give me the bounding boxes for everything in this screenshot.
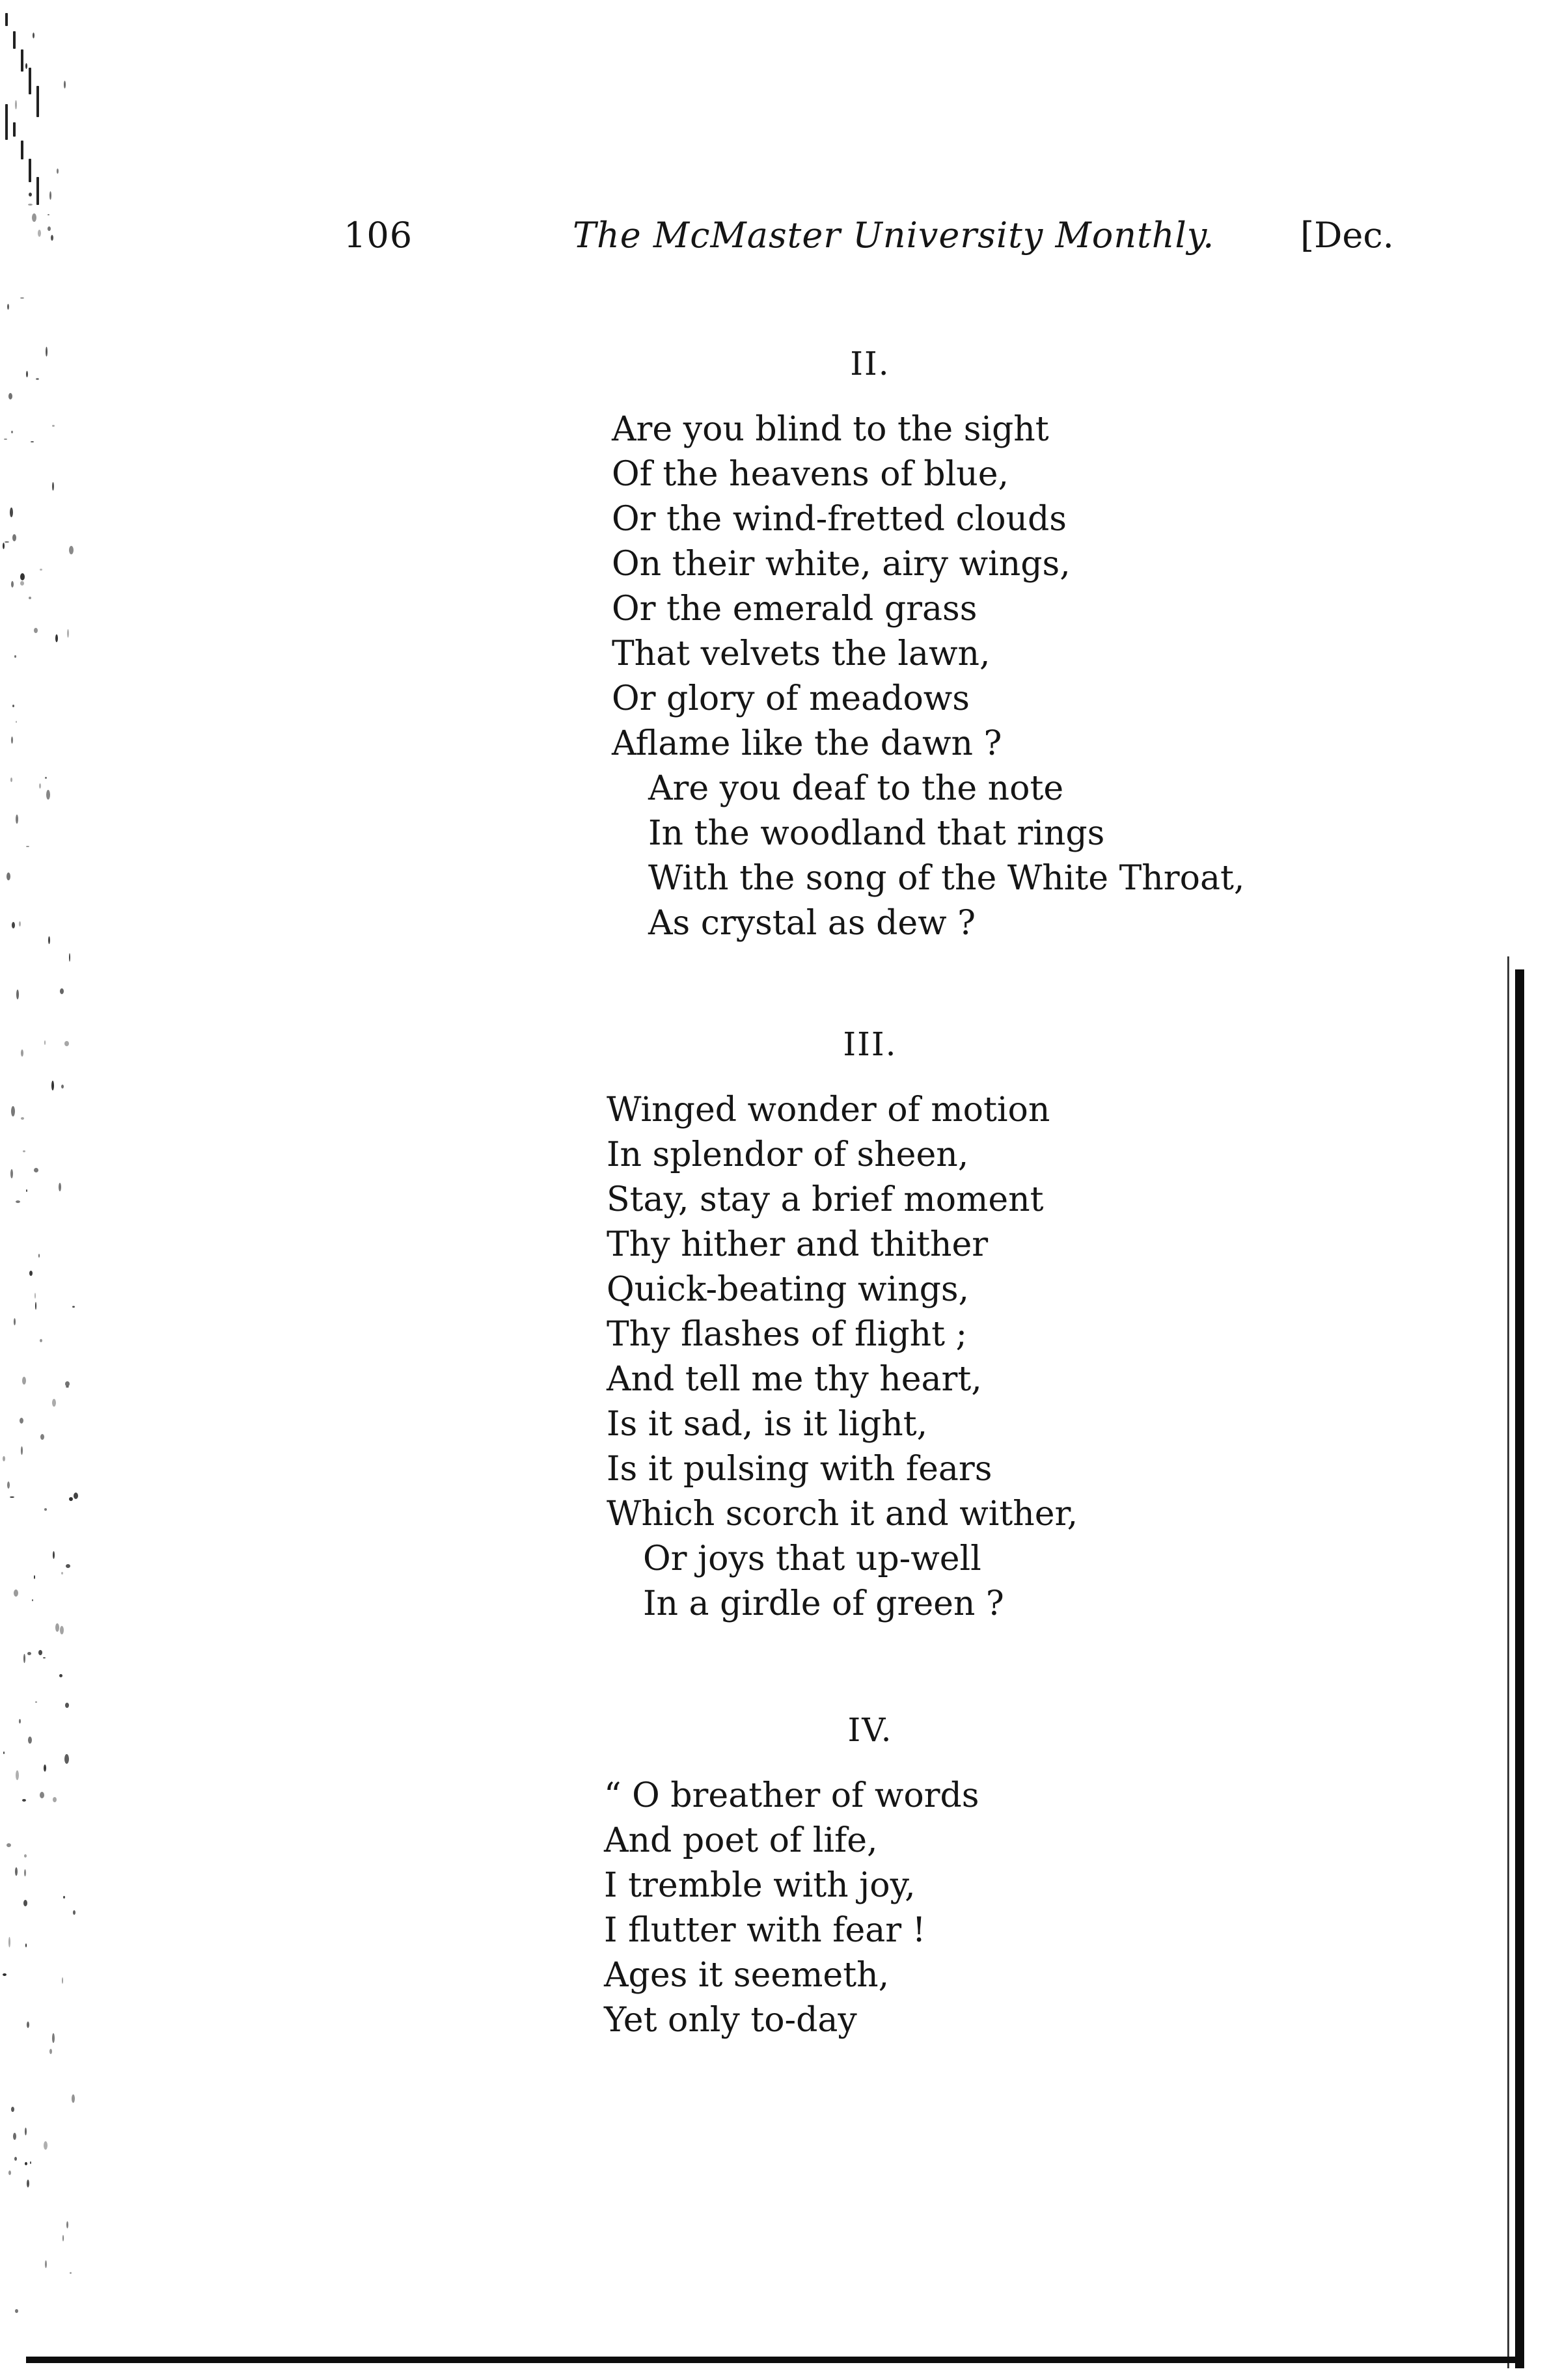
scan-speck (61, 1572, 63, 1575)
scan-speck (45, 2260, 47, 2268)
scan-speck (35, 1302, 36, 1310)
scan-speck (66, 1564, 70, 1568)
scan-speck (70, 2272, 72, 2274)
scan-speck (29, 193, 32, 196)
scan-speck (23, 1900, 27, 1906)
scan-speck (7, 1843, 11, 1847)
scan-speck (14, 1589, 18, 1597)
scan-speck (28, 204, 33, 206)
poem-line: And poet of life, (604, 1821, 878, 1860)
scan-speck (8, 393, 12, 399)
poem-line: With the song of the White Throat, (648, 859, 1245, 898)
scan-speck (29, 1271, 33, 1276)
issue-month: [Dec. (1300, 215, 1394, 256)
poem-line: In a girdle of green ? (643, 1584, 1004, 1623)
scan-binding-mark (29, 68, 31, 94)
scan-speck (27, 2022, 29, 2028)
scan-speck (20, 297, 24, 299)
scan-gutter-edge (1515, 969, 1524, 2368)
scan-speck (10, 778, 12, 782)
scan-speck (44, 1765, 46, 1772)
stanza-3 (607, 1088, 1078, 1627)
scan-speck (46, 790, 50, 800)
scan-speck (23, 1150, 25, 1152)
scan-speck (16, 815, 18, 824)
scan-speck (27, 1652, 31, 1655)
scan-speck (30, 2161, 31, 2164)
poem-line: Are you deaf to the note (648, 769, 1064, 808)
scan-gutter-line (1507, 956, 1509, 2368)
scan-speck (46, 347, 48, 357)
scan-speck (72, 2094, 75, 2103)
scan-speck (14, 655, 16, 658)
scan-speck (21, 1446, 23, 1455)
scan-margin-specks (0, 0, 85, 2380)
scan-speck (36, 378, 39, 380)
scan-speck (34, 1168, 38, 1172)
scan-speck (22, 1799, 26, 1802)
scan-speck (62, 1977, 63, 1984)
scan-speck (44, 1508, 47, 1511)
scan-bottom-edge (26, 2357, 1524, 2363)
scan-speck (27, 2180, 29, 2187)
poem-line: Are you blind to the sight (612, 410, 1049, 449)
poem-line: Winged wonder of motion (607, 1090, 1050, 1129)
scan-binding-mark (13, 122, 16, 137)
scan-speck (11, 2107, 14, 2112)
poem-line: Or the emerald grass (612, 589, 978, 629)
scan-binding-mark (21, 49, 23, 72)
scan-speck (72, 1306, 75, 1308)
poem-line: Or the wind-fretted clouds (612, 500, 1067, 539)
scan-speck (49, 2049, 52, 2054)
scan-speck (8, 2170, 11, 2175)
scan-speck (28, 1737, 32, 1744)
stanza-number-label: III. (843, 1025, 897, 1063)
scan-speck (23, 1654, 25, 1663)
scan-speck (11, 1106, 15, 1116)
poem-line: Or glory of meadows (612, 679, 970, 718)
scan-speck (26, 846, 29, 847)
scan-speck (20, 581, 24, 586)
scan-speck (14, 1318, 16, 1325)
poem-line: Quick-beating wings, (607, 1270, 970, 1309)
poem-line: As crystal as dew ? (648, 904, 976, 943)
scan-speck (10, 1496, 14, 1498)
scan-speck (25, 63, 27, 69)
poem-line: Or joys that up-well (643, 1539, 981, 1578)
scan-speck (64, 1041, 69, 1046)
scan-speck (25, 2128, 27, 2135)
poem-line: Is it sad, is it light, (607, 1405, 928, 1444)
scan-speck (51, 235, 53, 241)
scan-speck (52, 2033, 55, 2043)
scan-speck (59, 1674, 62, 1677)
scan-binding-mark (29, 159, 31, 182)
scan-speck (43, 1657, 46, 1658)
scan-speck (16, 1770, 19, 1780)
journal-title: The McMaster University Monthly. (573, 215, 1215, 256)
scan-speck (24, 1869, 26, 1876)
scan-speck (3, 1751, 5, 1754)
poem-line: Thy hither and thither (607, 1225, 989, 1264)
scan-speck (60, 1626, 64, 1634)
scan-speck (14, 2157, 17, 2161)
scan-speck (52, 425, 55, 427)
poem-line: And tell me thy heart, (607, 1360, 982, 1399)
scan-speck (38, 1650, 42, 1655)
scan-speck (55, 1623, 59, 1632)
scan-speck (24, 1854, 27, 1858)
scan-speck (40, 1339, 42, 1342)
poem-line: Which scorch it and wither, (607, 1494, 1078, 1534)
scan-speck (67, 629, 69, 638)
scan-speck (7, 1481, 10, 1489)
scan-binding-mark (5, 104, 8, 140)
scan-speck (59, 1183, 61, 1191)
scan-speck (13, 2133, 16, 2140)
poem-line: Is it pulsing with fears (607, 1450, 992, 1489)
scan-speck (25, 1943, 27, 1947)
scan-speck (48, 226, 51, 231)
poem-line: Of the heavens of blue, (612, 455, 1009, 494)
scan-speck (49, 191, 51, 200)
scan-speck (40, 1792, 44, 1798)
scan-speck (21, 1117, 24, 1120)
scan-speck (33, 33, 34, 38)
scan-speck (35, 1701, 37, 1703)
scan-speck (60, 988, 64, 994)
scan-speck (29, 597, 31, 599)
scan-speck (64, 81, 66, 88)
scan-speck (63, 1896, 65, 1899)
scan-speck (45, 777, 47, 779)
scan-speck (3, 1973, 7, 1976)
poem-line: In the woodland that rings (648, 814, 1105, 853)
scan-speck (32, 1599, 33, 1601)
running-header (0, 210, 1560, 262)
scan-speck (34, 1575, 35, 1579)
scan-speck (69, 953, 70, 962)
poem-line: Thy flashes of flight ; (607, 1315, 968, 1354)
scan-speck (73, 1910, 75, 1915)
scan-speck (26, 1189, 27, 1192)
stanza-number-label: IV. (847, 1711, 893, 1749)
scan-speck (69, 1497, 73, 1501)
scan-speck (53, 1551, 55, 1559)
scan-speck (52, 482, 54, 491)
scan-speck (39, 783, 41, 789)
scan-speck (7, 304, 9, 310)
scan-speck (44, 2141, 48, 2150)
scan-speck (20, 573, 25, 580)
scan-speck (69, 546, 74, 554)
scan-binding-mark (13, 31, 16, 49)
scan-speck (20, 1418, 23, 1424)
scan-speck (11, 581, 14, 588)
scan-speck (38, 230, 41, 237)
scan-speck (64, 1754, 69, 1764)
poem-line: Ages it seemeth, (604, 1956, 890, 1995)
scan-speck (25, 2162, 27, 2165)
scan-speck (48, 936, 50, 944)
scan-speck (40, 569, 42, 571)
scan-speck (51, 1081, 54, 1090)
poem-line: I tremble with joy, (604, 1866, 916, 1905)
scan-speck (16, 1200, 20, 1203)
scan-speck (11, 431, 13, 433)
scan-speck (16, 990, 19, 999)
scan-speck (12, 534, 16, 541)
scan-speck (38, 1254, 40, 1258)
scan-speck (55, 634, 58, 642)
scan-speck (7, 872, 10, 880)
scan-speck (66, 2221, 68, 2228)
scan-speck (53, 1797, 57, 1802)
poem-line: Stay, stay a brief moment (607, 1180, 1044, 1219)
stanza-number-label: II. (850, 345, 890, 383)
scan-speck (4, 439, 7, 440)
scan-speck (19, 921, 21, 926)
scan-speck (12, 922, 15, 928)
scan-speck (48, 214, 49, 215)
scan-speck (61, 1085, 64, 1089)
poem-line: In splendor of sheen, (607, 1135, 969, 1174)
stanza-2 (612, 407, 1244, 946)
scan-speck (15, 1867, 18, 1876)
poem-line: That velvets the lawn, (612, 634, 991, 673)
scan-speck (5, 541, 9, 543)
poem-line: Aflame like the dawn ? (612, 724, 1002, 763)
scan-speck (34, 1293, 36, 1299)
scan-binding-mark (36, 86, 39, 117)
scan-binding-mark (5, 13, 8, 26)
scan-speck (12, 705, 14, 707)
stanza-4 (604, 1774, 979, 2043)
scan-speck (21, 1049, 23, 1057)
scan-speck (3, 543, 5, 549)
poem-line: I flutter with fear ! (604, 1911, 926, 1950)
scan-speck (10, 507, 13, 517)
scan-speck (19, 1719, 21, 1724)
scan-speck (62, 2235, 64, 2241)
scan-speck (44, 1040, 46, 1045)
page-number: 106 (344, 215, 413, 256)
scan-speck (3, 1456, 5, 1461)
scan-speck (65, 1381, 70, 1386)
scan-speck (26, 371, 28, 377)
scan-speck (15, 2309, 18, 2313)
scan-speck (10, 1169, 13, 1178)
scan-speck (34, 628, 38, 633)
scan-speck (52, 1399, 56, 1407)
scan-speck (11, 737, 13, 744)
scan-speck (22, 1377, 26, 1385)
scan-speck (8, 1937, 10, 1947)
scan-binding-mark (36, 177, 39, 205)
scan-speck (31, 441, 34, 442)
scan-speck (32, 213, 36, 222)
poem-line: Yet only to-day (604, 2001, 857, 2040)
scan-speck (57, 169, 59, 174)
scan-speck (15, 100, 17, 109)
scan-speck (65, 1703, 69, 1708)
scan-speck (16, 721, 17, 723)
poem-line: On their white, airy wings, (612, 545, 1071, 584)
scan-binding-mark (21, 141, 23, 159)
scan-speck (74, 1493, 78, 1499)
poem-line: “ O breather of words (604, 1776, 979, 1815)
scan-speck (40, 1434, 44, 1440)
